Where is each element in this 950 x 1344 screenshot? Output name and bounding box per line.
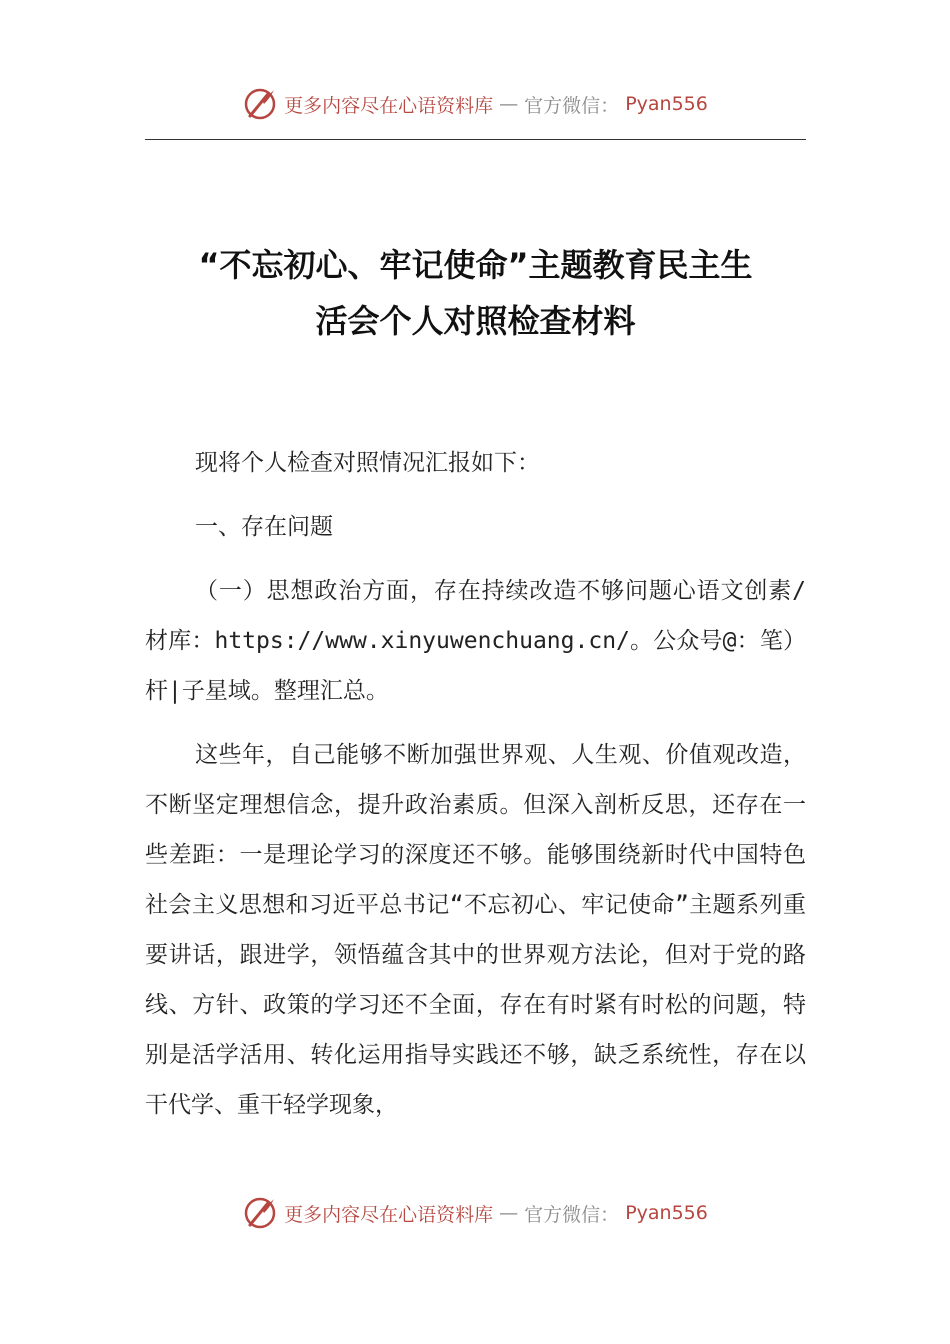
header-watermark-banner (0, 84, 950, 124)
section-heading-problems: 一、存在问题 (195, 514, 333, 540)
quill-logo-icon (242, 1195, 278, 1231)
document-body (145, 438, 806, 1130)
document-title (145, 237, 806, 349)
title-line-1: “不忘初心、牢记使命”主题教育民主生 (198, 246, 753, 284)
banner-text: 更多内容尽在心语资料库 (284, 1203, 494, 1226)
quill-logo-icon (242, 86, 278, 122)
paragraph-intro: 现将个人检查对照情况汇报如下： (195, 450, 540, 476)
banner-wechat-id: Pyan556 (625, 93, 708, 115)
title-line-2: 活会个人对照检查材料 (315, 302, 636, 340)
banner-suffix: 官方微信： (524, 1203, 620, 1226)
banner-suffix: 官方微信： (524, 94, 620, 117)
paragraph-body-1: 这些年，自己能够不断加强世界观、人生观、价值观改造，不断坚定理想信念，提升政治素质。但深入剖析反思，还存在一些差距：一是理论学习的深度还不够。能够围绕新时代中国特色社会主义思想和习近平总书记“不忘初心、牢记使命”主题系列重要讲话，跟进学，领悟蕴含其中的世界观方法论，但对于党的路线、方针、政策的学习还不全面，存在有时紧有时松的问题，特别是活学活用、转化运用指导实践还不够，缺乏系统性，存在以干代学、重干轻学现象， (145, 742, 806, 1118)
banner-wechat-id: Pyan556 (625, 1202, 708, 1224)
footer-watermark-banner (0, 1193, 950, 1233)
paragraph-subheading-1: （一）思想政治方面，存在持续改造不够问题心语文创素/材库：https://www.xinyuwenchuang.cn/。公众号@：笔）杆|子星域。整理汇总。 (145, 578, 806, 704)
banner-text: 更多内容尽在心语资料库 (284, 94, 494, 117)
banner-dash: — (499, 93, 519, 115)
header-divider (145, 139, 806, 140)
banner-dash: — (499, 1202, 519, 1224)
